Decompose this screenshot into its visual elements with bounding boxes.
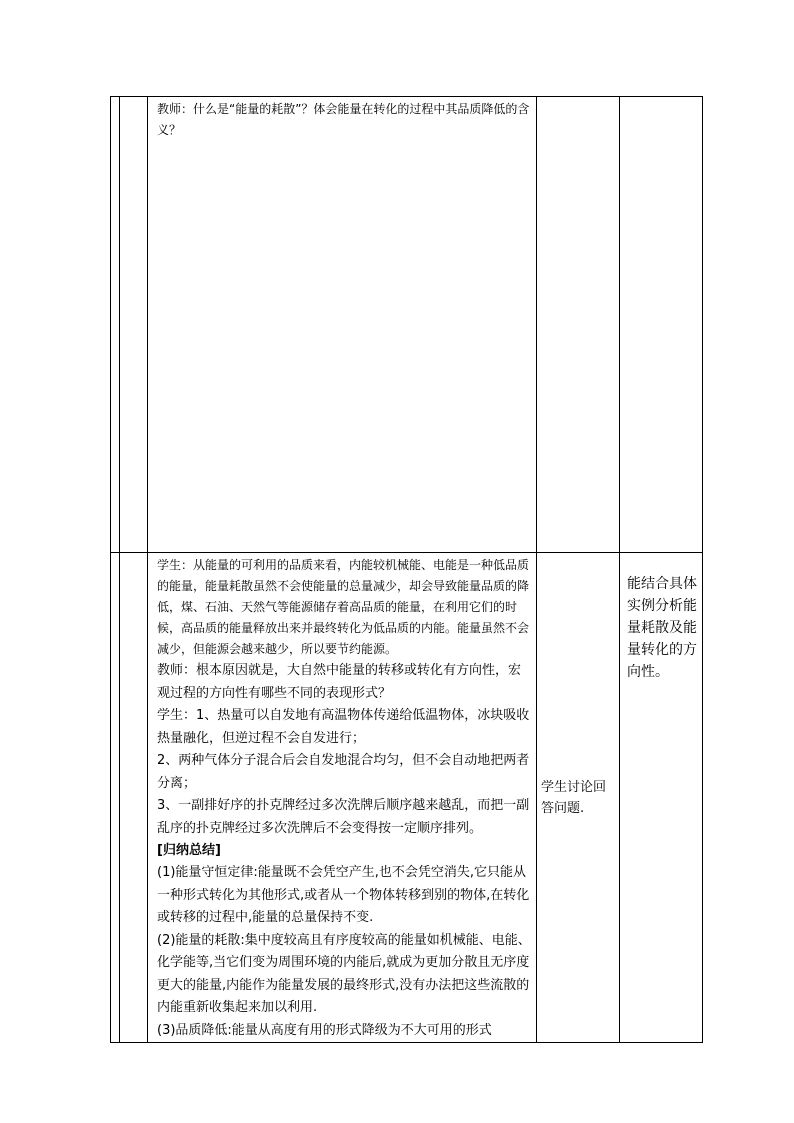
stage-cell [120,97,148,553]
activity-cell: 学生讨论回答问题. [537,553,620,1043]
summary-point: (1)能量守恒定律:能量既不会凭空产生,也不会凭空消失,它只能从一种形式转化为其他形式,或者从一个物体转移到别的物体,在转化或转移的过程中,能量的总量保持不变. [157,865,530,925]
summary-point: (3)品质降低:能量从高度有用的形式降级为不大可用的形式 [157,1022,492,1038]
table-row [111,97,703,553]
summary-point: (2)能量的耗散:集中度较高且有序度较高的能量如机械能、电能、化学能等,当它们变为周围环境的内能后,就成为更加分散且无序度更大的能量,内能作为能量发展的最终形式,没有办法把这些流散的内能重新收集起来加以利用. [157,932,531,1015]
list-item: 3、一副排好序的扑克牌经过多次洗牌后顺序越来越乱，而把一副乱序的扑克牌经过多次洗牌后不会变得按一定顺序排列。 [157,798,530,836]
list-item: 2、两种气体分子混合后会自发地混合均匀，但不会自动地把两者分离； [157,753,530,791]
goal-cell [620,97,703,553]
teacher-question: 教师：根本原因就是，大自然中能量的转移或转化有方向性，宏观过程的方向性有哪些不同的表现形式？ [157,663,522,701]
student-answer: 学生：从能量的可利用的品质来看，内能较机械能、电能是一种低品质的能量，能量耗散虽然不会使能量的总量减少，却会导致能量品质的降低，煤、石油、天然气等能源储存着高品质的能量，在利用它们的时候，高品质的能量释放出来并最终转化为低品质的内能。能量虽然不会减少，但能源会越来越少，所以要节约能源。 [157,558,530,656]
lesson-plan-table [110,96,703,1043]
content-cell [148,553,537,1043]
summary-heading: [归纳总结] [157,843,221,858]
teacher-question: 教师：什么是“能量的耗散”？体会能量在转化的过程中其品质降低的含义？ [157,102,530,137]
margin-cell [111,97,120,553]
stage-cell [120,553,148,1043]
content-cell [148,97,537,553]
goal-cell: 能结合具体实例分析能量耗散及能量转化的方向性。 [620,553,703,1043]
student-answer: 学生：1、热量可以自发地有高温物体传递给低温物体，冰块吸收热量融化，但逆过程不会自发进行； [157,708,530,746]
activity-cell [537,97,620,553]
table-row [111,553,703,1043]
margin-cell [111,553,120,1043]
